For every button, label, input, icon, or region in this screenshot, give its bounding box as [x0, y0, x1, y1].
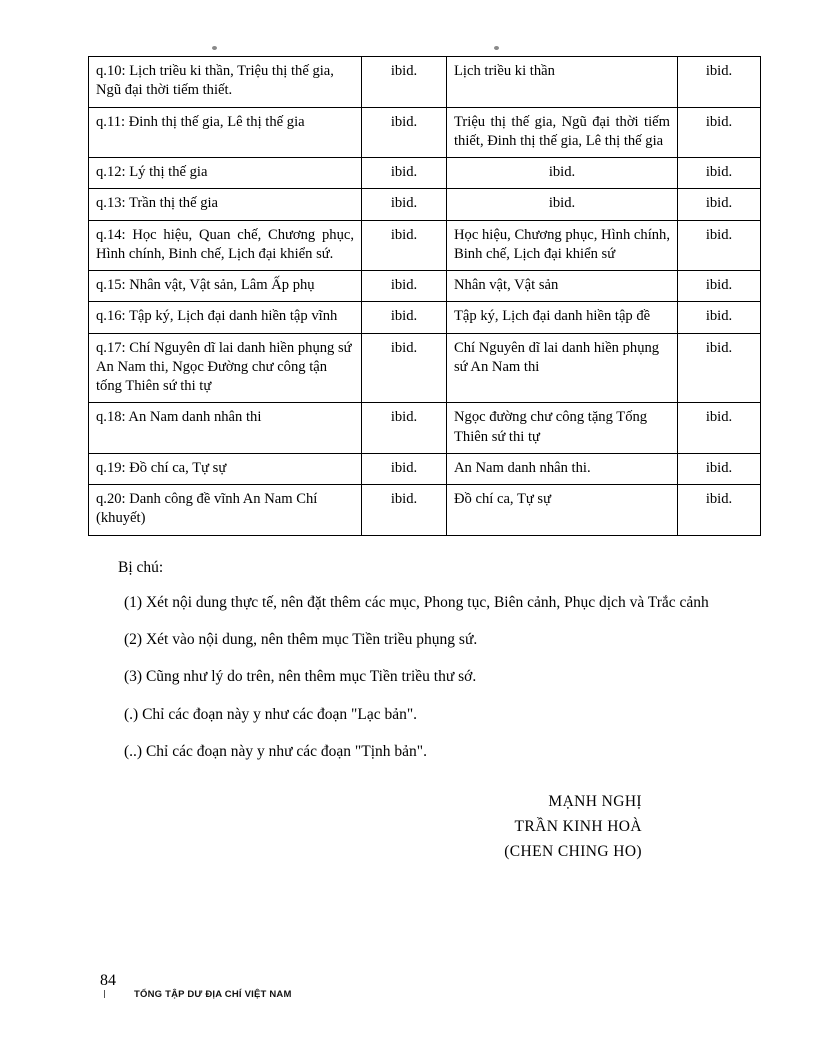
table-row: [89, 453, 761, 484]
note-item-3: (3) Cũng như lý do trên, nên thêm mục Tiền triều thư sớ.: [124, 668, 477, 686]
table-row: [89, 220, 761, 271]
cell-source-left: ibid.: [362, 107, 447, 158]
cell-source-left: ibid.: [362, 57, 447, 108]
cell-source-left: ibid.: [362, 220, 447, 271]
cell-source-left: ibid.: [362, 485, 447, 536]
table-row: [89, 107, 761, 158]
scan-speck: [494, 46, 499, 50]
cell-title-right: ibid.: [447, 158, 678, 189]
cell-title-right: ibid.: [447, 189, 678, 220]
cell-title-left: q.13: Trần thị thế gia: [89, 189, 362, 220]
cell-source-right: ibid.: [678, 302, 761, 333]
cell-title-left: q.11: Đinh thị thế gia, Lê thị thế gia: [89, 107, 362, 158]
cell-title-left: q.17: Chí Nguyên dĩ lai danh hiền phụng sứ An Nam thi, Ngọc Đường chư công tận tống Thiên sứ thi tự: [89, 333, 362, 403]
table-row: [89, 189, 761, 220]
page-number: 84: [100, 972, 116, 989]
cell-source-right: ibid.: [678, 333, 761, 403]
cell-title-right: Triệu thị thế gia, Ngũ đại thời tiếm thiết, Đinh thị thế gia, Lê thị thế gia: [447, 107, 678, 158]
cell-title-left: q.18: An Nam danh nhân thi: [89, 403, 362, 454]
note-item-5: (..) Chỉ các đoạn này y như các đoạn "Tịnh bản".: [124, 742, 427, 760]
cell-title-right: Tập ký, Lịch đại danh hiền tập đề: [447, 302, 678, 333]
signature-block: [88, 789, 728, 864]
cell-title-right: Học hiệu, Chương phục, Hình chính, Binh chế, Lịch đại khiển sứ: [447, 220, 678, 271]
cell-source-right: ibid.: [678, 485, 761, 536]
cell-source-right: ibid.: [678, 271, 761, 302]
note-item-4: (.) Chỉ các đoạn này y như các đoạn "Lạc bản".: [124, 705, 418, 723]
cell-source-left: ibid.: [362, 271, 447, 302]
cell-source-right: ibid.: [678, 57, 761, 108]
scan-speck: [212, 46, 217, 50]
contents-comparison-table: [88, 56, 761, 536]
cell-title-left: q.10: Lịch triều ki thần, Triệu thị thế gia, Ngũ đại thời tiếm thiết.: [89, 57, 362, 108]
note-item-2: (2) Xét vào nội dung, nên thêm mục Tiền triều phụng sứ.: [124, 631, 478, 648]
cell-title-left: q.19: Đồ chí ca, Tự sự: [89, 453, 362, 484]
table-row: [89, 57, 761, 108]
cell-title-right: Chí Nguyên dĩ lai danh hiền phụng sứ An Nam thi: [447, 333, 678, 403]
table-row: [89, 333, 761, 403]
table-row: [89, 302, 761, 333]
notes-heading: Bị chú:: [118, 558, 164, 576]
cell-title-left: q.15: Nhân vật, Vật sản, Lâm Ấp phụ: [89, 271, 362, 302]
table-row: [89, 271, 761, 302]
cell-source-left: ibid.: [362, 453, 447, 484]
cell-title-left: q.16: Tập ký, Lịch đại danh hiền tập vĩnh: [89, 302, 362, 333]
cell-title-left: q.14: Học hiệu, Quan chế, Chương phục, Hình chính, Binh chế, Lịch đại khiển sứ.: [89, 220, 362, 271]
cell-source-left: ibid.: [362, 189, 447, 220]
cell-title-right: Đồ chí ca, Tự sự: [447, 485, 678, 536]
signature-line-3: (CHEN CHING HO): [504, 843, 642, 861]
cell-title-right: Lịch triều ki thần: [447, 57, 678, 108]
cell-source-right: ibid.: [678, 158, 761, 189]
cell-source-right: ibid.: [678, 220, 761, 271]
cell-source-right: ibid.: [678, 403, 761, 454]
cell-source-left: ibid.: [362, 403, 447, 454]
cell-source-left: ibid.: [362, 333, 447, 403]
cell-source-right: ibid.: [678, 453, 761, 484]
cell-title-right: Ngọc đường chư công tặng Tống Thiên sứ thi tự: [447, 403, 678, 454]
note-item-1: (1) Xét nội dung thực tế, nên đặt thêm các mục, Phong tục, Biên cảnh, Phục dịch và Trắc cảnh: [124, 593, 709, 611]
cell-title-right: An Nam danh nhân thi.: [447, 453, 678, 484]
notes-section: [88, 556, 728, 764]
cell-source-right: ibid.: [678, 107, 761, 158]
cell-title-right: Nhân vật, Vật sản: [447, 271, 678, 302]
cell-title-left: q.20: Danh công đề vĩnh An Nam Chí (khuyết): [89, 485, 362, 536]
signature-line-1: MẠNH NGHỊ: [548, 793, 642, 810]
cell-source-right: ibid.: [678, 189, 761, 220]
table-row: [89, 403, 761, 454]
table-row: [89, 158, 761, 189]
footer-book-title: TỔNG TẬP DƯ ĐỊA CHÍ VIỆT NAM: [134, 989, 292, 1000]
page-content: [88, 56, 733, 864]
table-body: [89, 57, 761, 536]
cell-source-left: ibid.: [362, 158, 447, 189]
table-row: [89, 485, 761, 536]
cell-source-left: ibid.: [362, 302, 447, 333]
cell-title-left: q.12: Lý thị thế gia: [89, 158, 362, 189]
signature-line-2: TRẦN KINH HOÀ: [514, 818, 642, 836]
page-footer: [100, 972, 700, 1000]
